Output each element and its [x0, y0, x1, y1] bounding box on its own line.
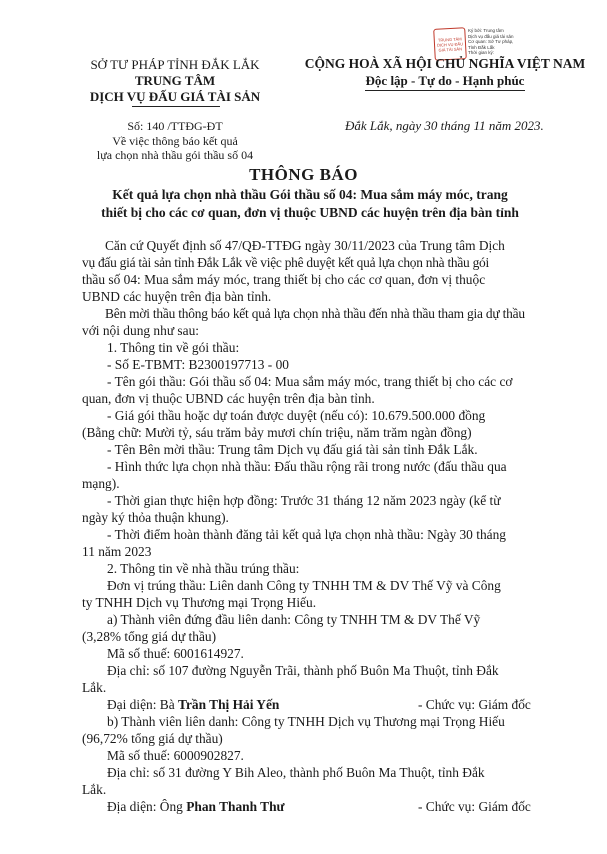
body-line: - Thời gian thực hiện hợp đồng: Trước 31 tháng 12 năm 2023 ngày (kể từ	[107, 493, 501, 508]
subtitle-line-1: Kết quả lựa chọn nhà thầu Gói thầu số 04: Mua sắm máy móc, trang	[112, 187, 508, 202]
body-line: quan, đơn vị thuộc UBND các huyện trên địa bàn tỉnh.	[82, 391, 375, 406]
body-line: Lắk.	[82, 680, 107, 695]
body-line: Đơn vị trúng thầu: Liên danh Công ty TNHH TM & DV Thế Vỹ và Công	[107, 578, 501, 593]
body-line: - Thời điểm hoàn thành đăng tải kết quả lựa chọn nhà thầu: Ngày 30 tháng	[107, 527, 506, 542]
representative-label: Đại diện: Bà	[107, 697, 179, 712]
body-line: (3,28% tổng giá dự thầu)	[82, 629, 217, 644]
subject-line-1: Về việc thông báo kết quả	[112, 134, 238, 148]
representative-position: - Chức vụ: Giám đốc	[418, 799, 531, 814]
signer-line: Ký bởi: Trung tâm	[468, 28, 504, 33]
body-line: vụ đấu giá tài sản tỉnh Đắk Lắk về việc phê duyệt kết quả lựa chọn nhà thầu gói	[82, 255, 489, 270]
header-left-divider	[132, 106, 220, 107]
body-line: Căn cứ Quyết định số 47/QĐ-TTĐG ngày 30/11/2023 của Trung tâm Dịch	[105, 238, 505, 253]
document-title: THÔNG BÁO	[249, 165, 358, 184]
representative-line	[107, 696, 279, 713]
signer-line: Thời gian ký:	[468, 50, 494, 55]
body-line: - Số E-TBMT: B2300197713 - 00	[107, 357, 289, 372]
body-line: a) Thành viên đứng đầu liên danh: Công ty TNHH TM & DV Thế Vỹ	[107, 612, 481, 627]
signer-line: Tỉnh Đắk Lắk	[468, 44, 495, 50]
digital-signature	[468, 28, 514, 56]
representative-label: Địa diện: Ông	[107, 799, 187, 814]
body-line: mạng).	[82, 476, 120, 491]
body-line: Lắk.	[82, 782, 107, 797]
body-line: thầu số 04: Mua sắm máy móc, trang thiết bị cho các cơ quan, đơn vị thuộc	[82, 272, 486, 287]
body-line: - Tên Bên mời thầu: Trung tâm Dịch vụ đấu giá tài sản tỉnh Đắk Lắk.	[107, 442, 478, 457]
subject-line-2: lựa chọn nhà thầu gói thầu số 04	[96, 148, 254, 162]
ministry-name: SỞ TƯ PHÁP TỈNH ĐẮK LẮK	[90, 57, 260, 72]
body-line: (Bằng chữ: Mười tỷ, sáu trăm bảy mươi chín triệu, năm trăm ngàn đồng)	[82, 425, 472, 440]
body-line: b) Thành viên liên danh: Công ty TNHH Dịch vụ Thương mại Trọng Hiếu	[107, 714, 505, 729]
body-line: với nội dung như sau:	[82, 323, 199, 338]
document-number: Số: 140 /TTĐG-ĐT	[127, 119, 223, 133]
body-line: - Hình thức lựa chọn nhà thầu: Đấu thầu rộng rãi trong nước (đấu thầu qua	[107, 459, 507, 474]
representative-position: - Chức vụ: Giám đốc	[418, 697, 531, 712]
representative-name: Phan Thanh Thư	[186, 799, 285, 814]
body-line: 11 năm 2023	[82, 544, 152, 559]
stamp-text: TRUNG TÂM DỊCH VỤ ĐẤU GIÁ TÀI SẢN	[436, 35, 464, 53]
body-line: Mã số thuế: 6001614927.	[107, 646, 244, 661]
document-date: Đắk Lắk, ngày 30 tháng 11 năm 2023.	[345, 118, 544, 133]
body-line: ty TNHH Dịch vụ Thương mại Trọng Hiếu.	[82, 595, 317, 610]
body-line: ngày ký thỏa thuận khung).	[82, 510, 229, 525]
body-line: Địa chỉ: số 107 đường Nguyễn Trãi, thành phố Buôn Ma Thuột, tỉnh Đắk	[107, 663, 499, 678]
body-line: (96,72% tổng giá dự thầu)	[82, 731, 223, 746]
body-line: Địa chỉ: số 31 đường Y Bih Aleo, thành phố Buôn Ma Thuột, tỉnh Đắk	[107, 765, 485, 780]
section-heading: 2. Thông tin về nhà thầu trúng thầu:	[107, 561, 300, 576]
body-line: UBND các huyện trên địa bàn tỉnh.	[82, 289, 272, 304]
national-motto: Độc lập - Tự do - Hạnh phúc	[365, 73, 525, 88]
signer-line: Dịch vụ đấu giá tài sản	[468, 33, 514, 39]
body-line: Mã số thuế: 6000902827.	[107, 748, 244, 763]
subtitle-line-2: thiết bị cho các cơ quan, đơn vị thuộc UBND các huyện trên địa bàn tỉnh	[101, 205, 519, 220]
signer-line: Cơ quan: Sở Tư pháp,	[468, 39, 514, 44]
body-line: - Tên gói thầu: Gói thầu số 04: Mua sắm máy móc, trang thiết bị cho các cơ	[107, 374, 513, 389]
body-line: Bên mời thầu thông báo kết quả lựa chọn nhà thầu đến nhà thầu tham gia dự thầu	[105, 306, 525, 321]
header-right-divider	[365, 90, 525, 91]
section-heading: 1. Thông tin về gói thầu:	[107, 340, 240, 355]
representative-name: Trần Thị Hải Yến	[178, 697, 280, 712]
body-line: - Giá gói thầu hoặc dự toán được duyệt (nếu có): 10.679.500.000 đồng	[107, 408, 486, 423]
representative-line	[107, 798, 285, 815]
nation-title: CỘNG HOÀ XÃ HỘI CHỦ NGHĨA VIỆT NAM	[304, 56, 586, 71]
department-name: DỊCH VỤ ĐẤU GIÁ TÀI SẢN	[89, 89, 261, 104]
center-name: TRUNG TÂM	[134, 73, 216, 88]
